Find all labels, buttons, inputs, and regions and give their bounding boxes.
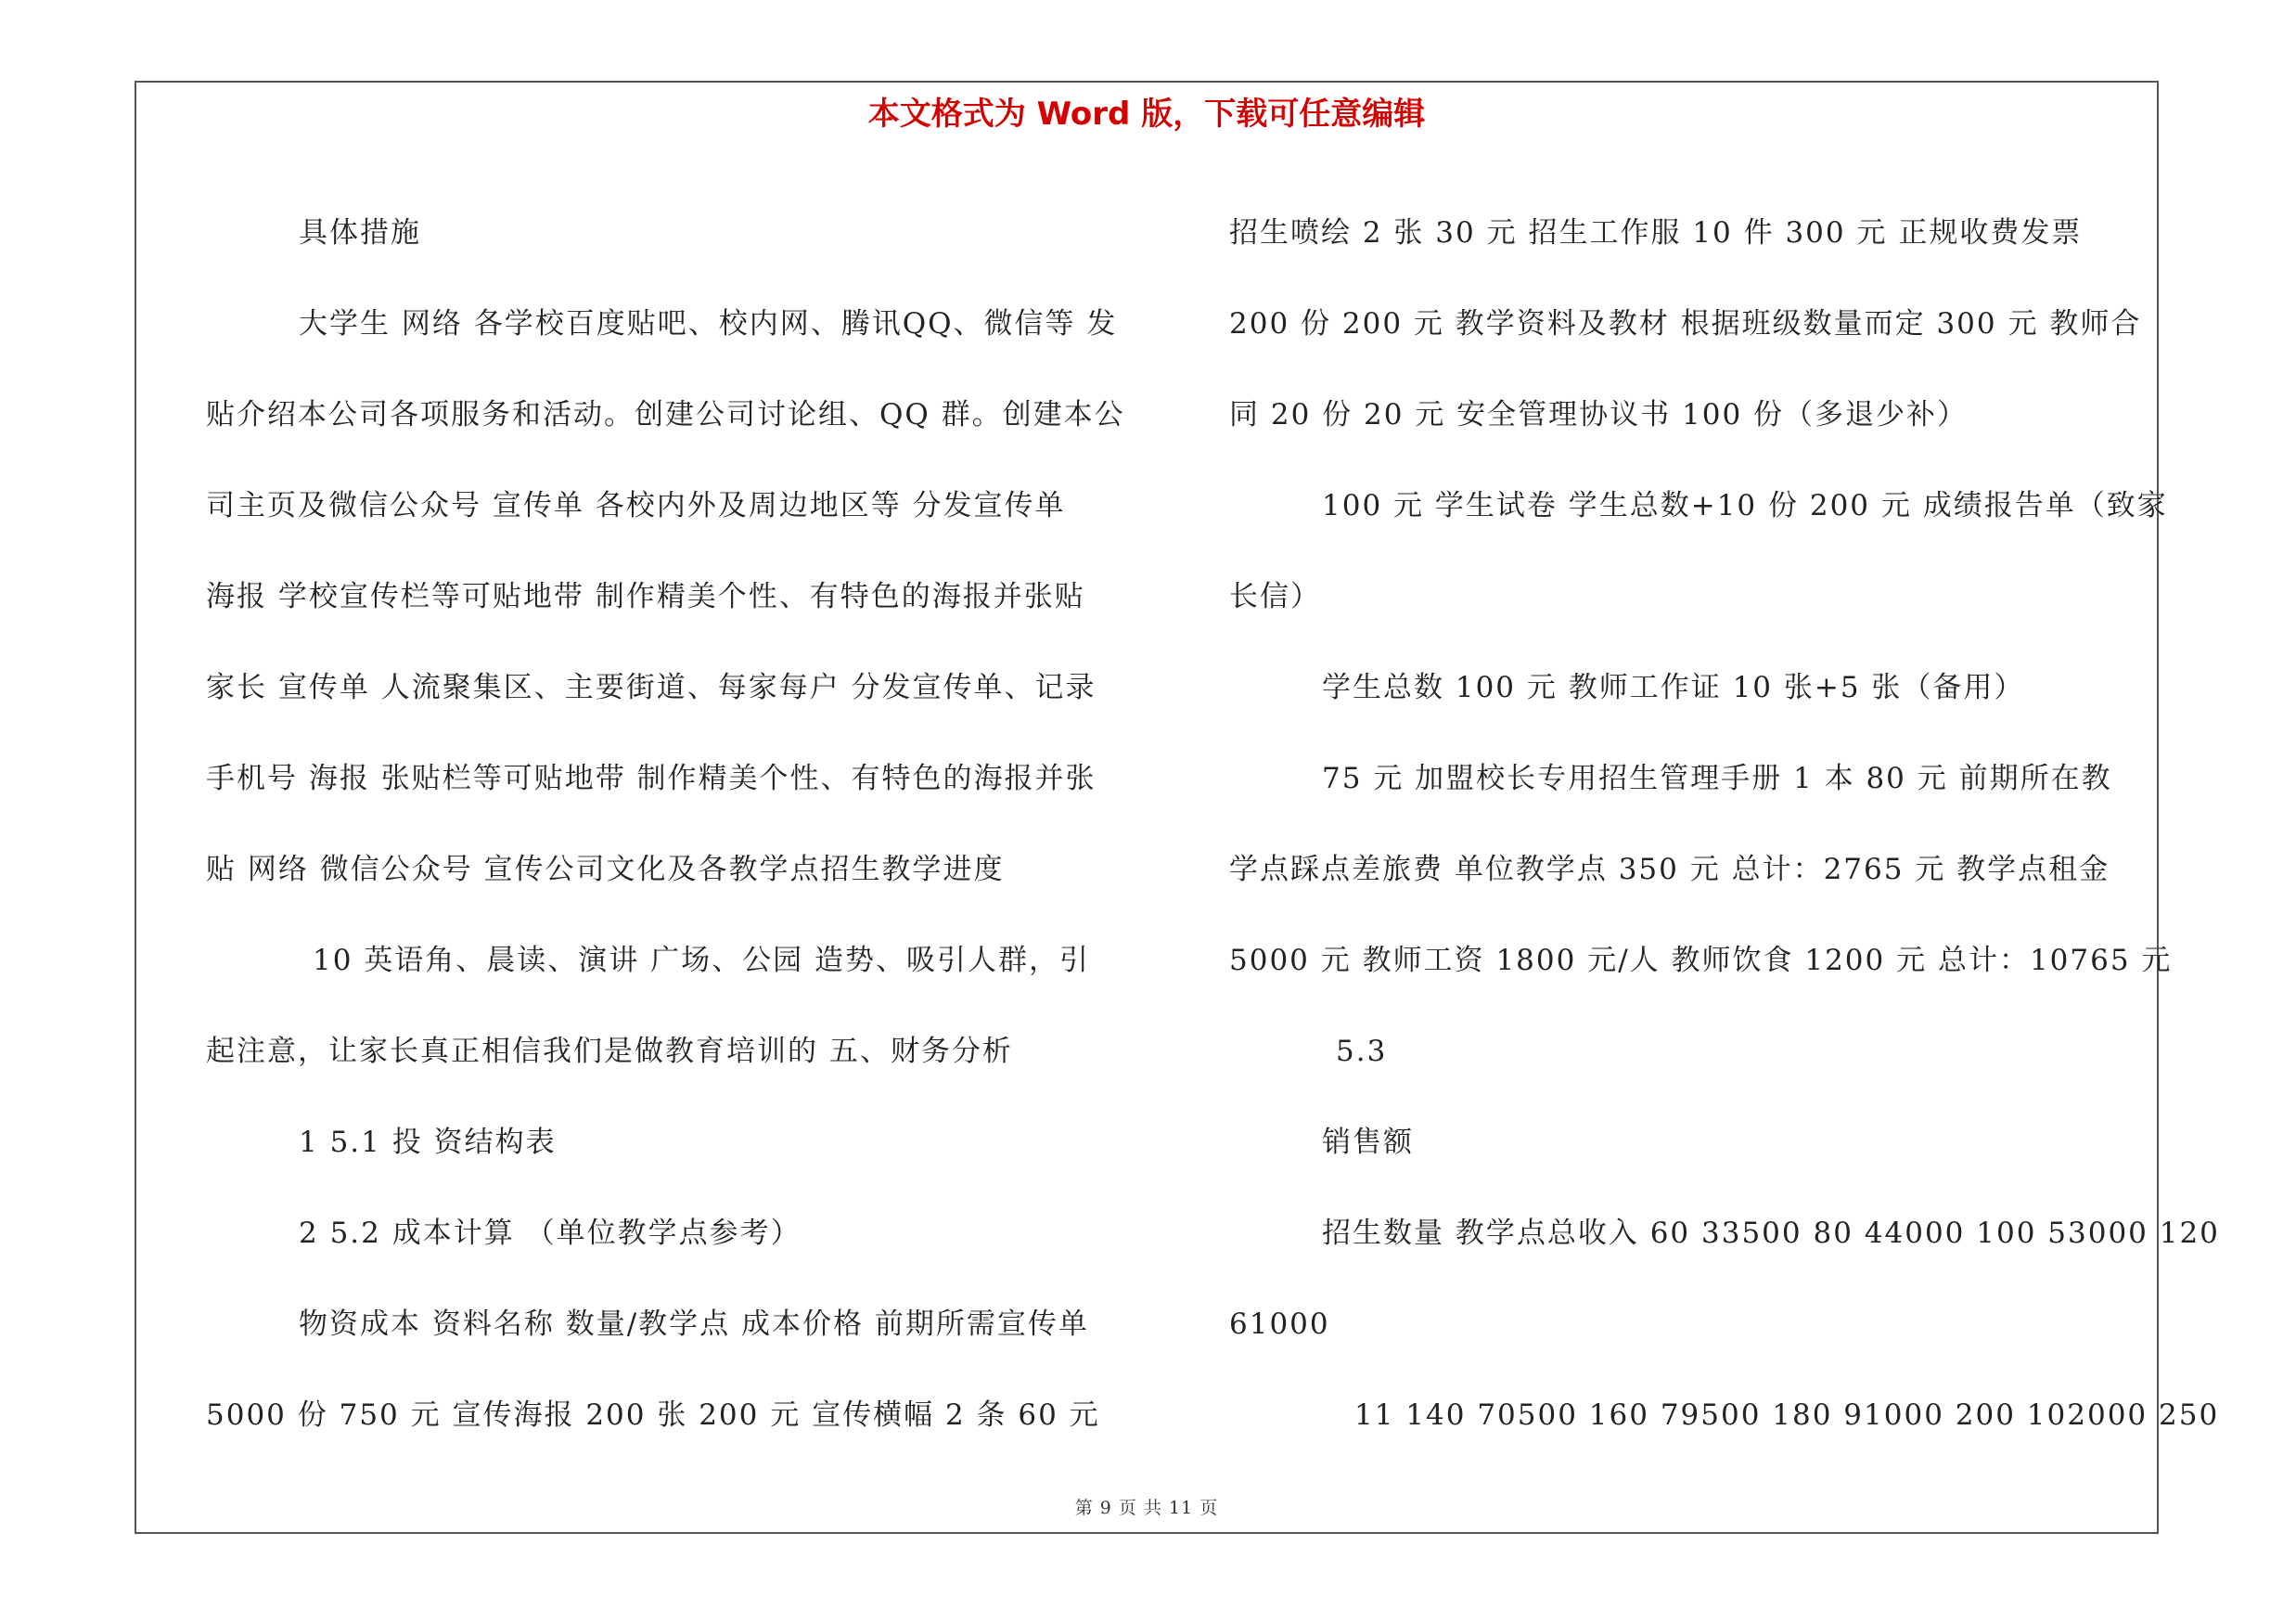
right-line: 5.3 xyxy=(1336,1035,1388,1068)
right-line: 100 元 学生试卷 学生总数+10 份 200 元 成绩报告单（致家 xyxy=(1322,489,2168,522)
left-line: 起注意，让家长真正相信我们是做教育培训的 五、财务分析 xyxy=(206,1035,1013,1068)
right-line: 11 140 70500 160 79500 180 91000 200 102000 250 xyxy=(1354,1398,2220,1432)
left-line: 1 5.1 投 资结构表 xyxy=(299,1126,557,1159)
left-line: 家长 宣传单 人流聚集区、主要街道、每家每户 分发宣传单、记录 xyxy=(206,671,1097,704)
left-line: 10 英语角、晨读、演讲 广场、公园 造势、吸引人群，引 xyxy=(313,944,1091,977)
left-line: 物资成本 资料名称 数量/教学点 成本价格 前期所需宣传单 xyxy=(299,1307,1089,1341)
right-line: 学点踩点差旅费 单位教学点 350 元 总计：2765 元 教学点租金 xyxy=(1229,853,2110,886)
left-line: 2 5.2 成本计算 （单位教学点参考） xyxy=(299,1217,802,1250)
page-frame xyxy=(135,81,2220,1534)
left-line: 手机号 海报 张贴栏等可贴地带 制作精美个性、有特色的海报并张 xyxy=(206,762,1097,795)
left-line: 海报 学校宣传栏等可贴地带 制作精美个性、有特色的海报并张贴 xyxy=(206,580,1085,613)
right-line: 61000 xyxy=(1229,1307,1330,1341)
left-column xyxy=(206,187,1134,1461)
right-line: 销售额 xyxy=(1322,1126,1414,1159)
right-line: 75 元 加盟校长专用招生管理手册 1 本 80 元 前期所在教 xyxy=(1322,762,2112,795)
right-line: 招生喷绘 2 张 30 元 招生工作服 10 件 300 元 正规收费发票 xyxy=(1229,216,2083,250)
right-line: 同 20 份 20 元 安全管理协议书 100 份（多退少补） xyxy=(1229,398,1969,432)
right-line: 学生总数 100 元 教师工作证 10 张+5 张（备用） xyxy=(1322,671,2025,704)
left-line: 贴 网络 微信公众号 宣传公司文化及各教学点招生教学进度 xyxy=(206,853,1005,886)
left-line: 大学生 网络 各学校百度贴吧、校内网、腾讯QQ、微信等 发 xyxy=(299,307,1118,341)
left-line: 具体措施 xyxy=(299,216,421,250)
left-line: 司主页及微信公众号 宣传单 各校内外及周边地区等 分发宣传单 xyxy=(206,489,1066,522)
right-line: 长信） xyxy=(1229,580,1321,613)
left-line: 5000 份 750 元 宣传海报 200 张 200 元 宣传横幅 2 条 60 元 xyxy=(206,1398,1100,1432)
right-line: 200 份 200 元 教学资料及教材 根据班级数量而定 300 元 教师合 xyxy=(1229,307,2142,341)
left-line: 贴介绍本公司各项服务和活动。创建公司讨论组、QQ 群。创建本公 xyxy=(206,398,1125,432)
page-footer: 第 9 页 共 11 页 xyxy=(1074,1498,1219,1518)
right-line: 招生数量 教学点总收入 60 33500 80 44000 100 53000 120 xyxy=(1322,1217,2220,1250)
doc-banner: 本文格式为 Word 版，下载可任意编辑 xyxy=(867,96,1426,133)
right-column xyxy=(1229,187,2220,1461)
right-line: 5000 元 教师工资 1800 元/人 教师饮食 1200 元 总计：10765 元 xyxy=(1229,944,2173,977)
